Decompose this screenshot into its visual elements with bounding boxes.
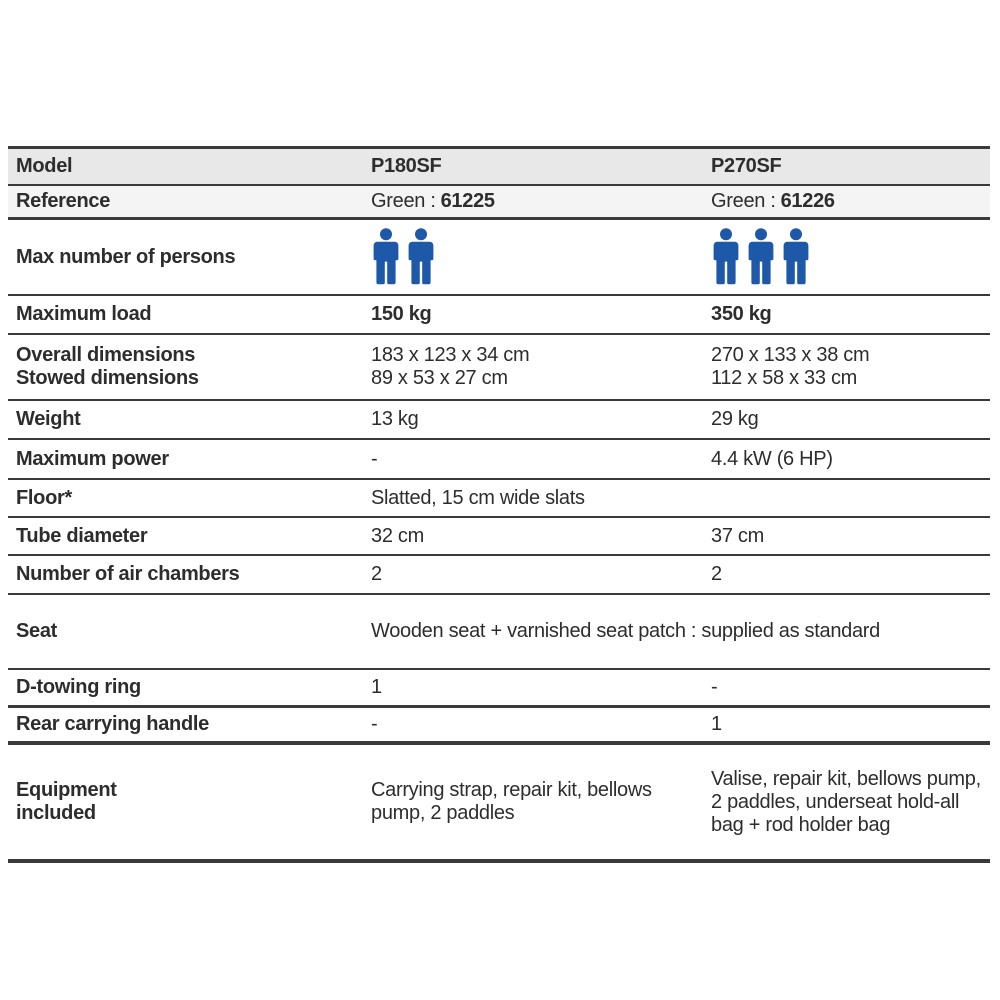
row-label-d-towing-ring: D-towing ring	[16, 676, 141, 698]
label-stowed-dimensions: Stowed dimensions	[16, 367, 199, 389]
reference-value-p180sf	[363, 190, 703, 213]
row-label-model: Model	[16, 155, 73, 177]
label-overall-dimensions: Overall dimensions	[16, 344, 196, 366]
weight-p180sf: 13 kg	[371, 408, 419, 430]
row-label-seat: Seat	[16, 620, 58, 642]
dimensions-p270sf	[703, 344, 990, 390]
seat-value: Wooden seat + varnished seat patch : supplied as standard	[371, 620, 880, 642]
reference-value-p270sf	[703, 190, 990, 213]
equipment-p180sf: Carrying strap, repair kit, bellows pump, 2 paddles	[371, 779, 652, 824]
table-row-reference	[8, 186, 990, 220]
tube-diameter-p180sf: 32 cm	[371, 524, 424, 547]
max-power-p270sf: 4.4 kW (6 HP)	[711, 447, 833, 470]
table-row-floor	[8, 480, 990, 518]
d-towing-ring-p180sf: 1	[371, 676, 382, 698]
rear-handle-p270sf: 1	[711, 713, 722, 735]
row-label-equipment	[8, 779, 363, 825]
label-equipment-line1: Equipment	[16, 779, 117, 801]
table-row-max-persons	[8, 220, 990, 296]
max-load-p270sf: 350 kg	[711, 303, 772, 325]
table-row-weight	[8, 401, 990, 440]
reference-prefix: Green :	[371, 190, 436, 212]
reference-number: 61226	[780, 190, 835, 212]
persons-icons-p180sf	[363, 228, 703, 286]
stowed-dimensions-value: 112 x 58 x 33 cm	[711, 367, 858, 389]
table-row-max-load	[8, 296, 990, 335]
reference-number: 61225	[440, 190, 495, 212]
table-row-dimensions	[8, 335, 990, 401]
weight-p270sf: 29 kg	[711, 408, 759, 430]
table-row-max-power	[8, 440, 990, 480]
person-icon	[711, 228, 741, 286]
row-label-max-load: Maximum load	[16, 303, 152, 325]
person-icon	[781, 228, 811, 286]
max-power-p180sf: -	[371, 447, 378, 470]
row-label-weight: Weight	[16, 408, 81, 430]
table-row-equipment	[8, 745, 990, 863]
boat-spec-table	[8, 146, 990, 863]
row-label-tube-diameter: Tube diameter	[16, 524, 148, 547]
row-label-rear-carrying-handle: Rear carrying handle	[16, 713, 209, 735]
persons-icons-p270sf	[703, 228, 990, 286]
equipment-p270sf: Valise, repair kit, bellows pump, 2 paddles, underseat hold-all bag + rod holder bag	[711, 767, 981, 836]
person-icon	[406, 228, 436, 286]
person-icon	[746, 228, 776, 286]
model-value-p270sf: P270SF	[711, 155, 782, 177]
row-label-floor: Floor*	[16, 486, 72, 509]
tube-diameter-p270sf: 37 cm	[711, 524, 764, 547]
overall-dimensions-value: 270 x 133 x 38 cm	[711, 344, 870, 366]
air-chambers-p270sf: 2	[711, 563, 722, 585]
table-row-model	[8, 149, 990, 186]
label-equipment-line2: included	[16, 802, 96, 824]
table-row-air-chambers	[8, 556, 990, 595]
row-label-air-chambers: Number of air chambers	[16, 563, 240, 585]
floor-value: Slatted, 15 cm wide slats	[371, 486, 585, 509]
reference-prefix: Green :	[711, 190, 776, 212]
max-load-p180sf: 150 kg	[371, 303, 432, 325]
air-chambers-p180sf: 2	[371, 563, 382, 585]
row-label-max-persons: Max number of persons	[16, 245, 236, 268]
d-towing-ring-p270sf: -	[711, 676, 718, 698]
row-label-dimensions	[8, 344, 363, 390]
row-label-max-power: Maximum power	[16, 447, 169, 470]
rear-handle-p180sf: -	[371, 713, 378, 735]
stowed-dimensions-value: 89 x 53 x 27 cm	[371, 367, 508, 389]
row-label-reference: Reference	[16, 190, 111, 212]
overall-dimensions-value: 183 x 123 x 34 cm	[371, 344, 530, 366]
model-value-p180sf: P180SF	[371, 155, 442, 177]
dimensions-p180sf	[363, 344, 703, 390]
table-row-rear-carrying-handle	[8, 708, 990, 745]
table-row-seat	[8, 595, 990, 670]
table-row-tube-diameter	[8, 518, 990, 556]
table-row-d-towing-ring	[8, 670, 990, 708]
person-icon	[371, 228, 401, 286]
